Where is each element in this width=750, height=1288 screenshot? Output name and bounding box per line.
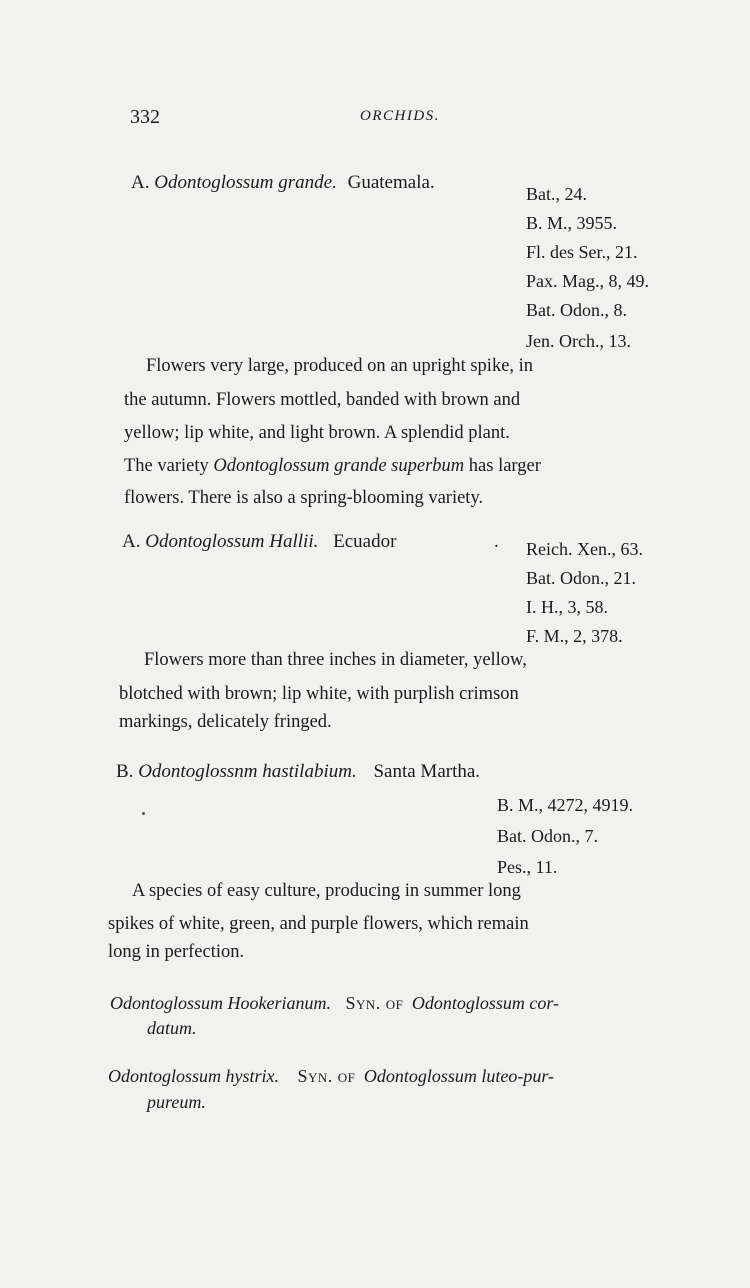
reference: Pes., 11. (497, 857, 558, 877)
description-line: blotched with brown; lip white, with purplish crimson (119, 684, 519, 704)
synonym-label: Syn. of (297, 1066, 356, 1086)
variety-name: Odontoglossum grande superbum (213, 456, 465, 476)
entry-grade: A. (122, 531, 141, 552)
description-line: flowers. There is also a spring-blooming variety. (124, 488, 484, 508)
description-line: the autumn. Flowers mottled, banded with brown and (124, 390, 521, 410)
synonym-target-continued: datum. (147, 1018, 197, 1038)
reference: B. M., 4272, 4919. (497, 795, 634, 815)
description-line: long in perfection. (108, 942, 245, 962)
reference: Bat. Odon., 8. (526, 300, 627, 320)
entry-grade: B. (116, 761, 134, 782)
description-line: A species of easy culture, producing in summer long (132, 881, 521, 901)
running-title: ORCHIDS. (360, 108, 440, 124)
reference: Reich. Xen., 63. (526, 539, 643, 559)
synonym-target-continued: pureum. (147, 1092, 206, 1112)
description-text: The variety (124, 456, 214, 476)
description-line (124, 456, 541, 477)
synonym-target: Odontoglossum cor- (411, 993, 560, 1013)
reference: Pax. Mag., 8, 49. (526, 271, 649, 291)
synonym-name: Odontoglossum hystrix. (108, 1066, 279, 1086)
reference: Jen. Orch., 13. (526, 331, 631, 351)
description-line: spikes of white, green, and purple flowers, which remain (108, 914, 529, 934)
species-name: Odontoglossum grande. (154, 172, 337, 193)
locality: Guatemala. (347, 172, 435, 193)
reference: I. H., 3, 58. (526, 597, 608, 617)
synonym-name: Odontoglossum Hookerianum. (110, 993, 331, 1013)
locality: Ecuador (333, 531, 397, 552)
description-line: markings, delicately fringed. (119, 712, 332, 732)
description-line: yellow; lip white, and light brown. A splendid plant. (124, 423, 510, 443)
species-name: Odontoglossum Hallii. (145, 531, 319, 552)
entry-grade: A. (131, 172, 150, 193)
locality: Santa Martha. (373, 761, 481, 782)
synonym-entry (108, 1066, 554, 1087)
synonym-entry (110, 993, 559, 1014)
ink-speck (142, 812, 145, 815)
separator-dot: . (494, 531, 499, 552)
reference: Bat. Odon., 21. (526, 568, 636, 588)
page-number: 332 (130, 106, 160, 128)
synonym-target: Odontoglossum luteo-pur- (363, 1066, 555, 1086)
reference: Fl. des Ser., 21. (526, 242, 638, 262)
description-line: Flowers very large, produced on an upright spike, in (146, 356, 534, 376)
reference: B. M., 3955. (526, 213, 618, 233)
entry-heading (116, 761, 480, 783)
entry-heading (131, 172, 435, 194)
reference: Bat. Odon., 7. (497, 826, 598, 846)
species-name: Odontoglossnm hastilabium. (138, 761, 357, 782)
description-line: Flowers more than three inches in diameter, yellow, (144, 650, 527, 670)
reference: Bat., 24. (526, 184, 587, 204)
reference: F. M., 2, 378. (526, 626, 623, 646)
description-text: has larger (464, 456, 541, 476)
synonym-label: Syn. of (345, 993, 404, 1013)
entry-heading (122, 531, 396, 553)
